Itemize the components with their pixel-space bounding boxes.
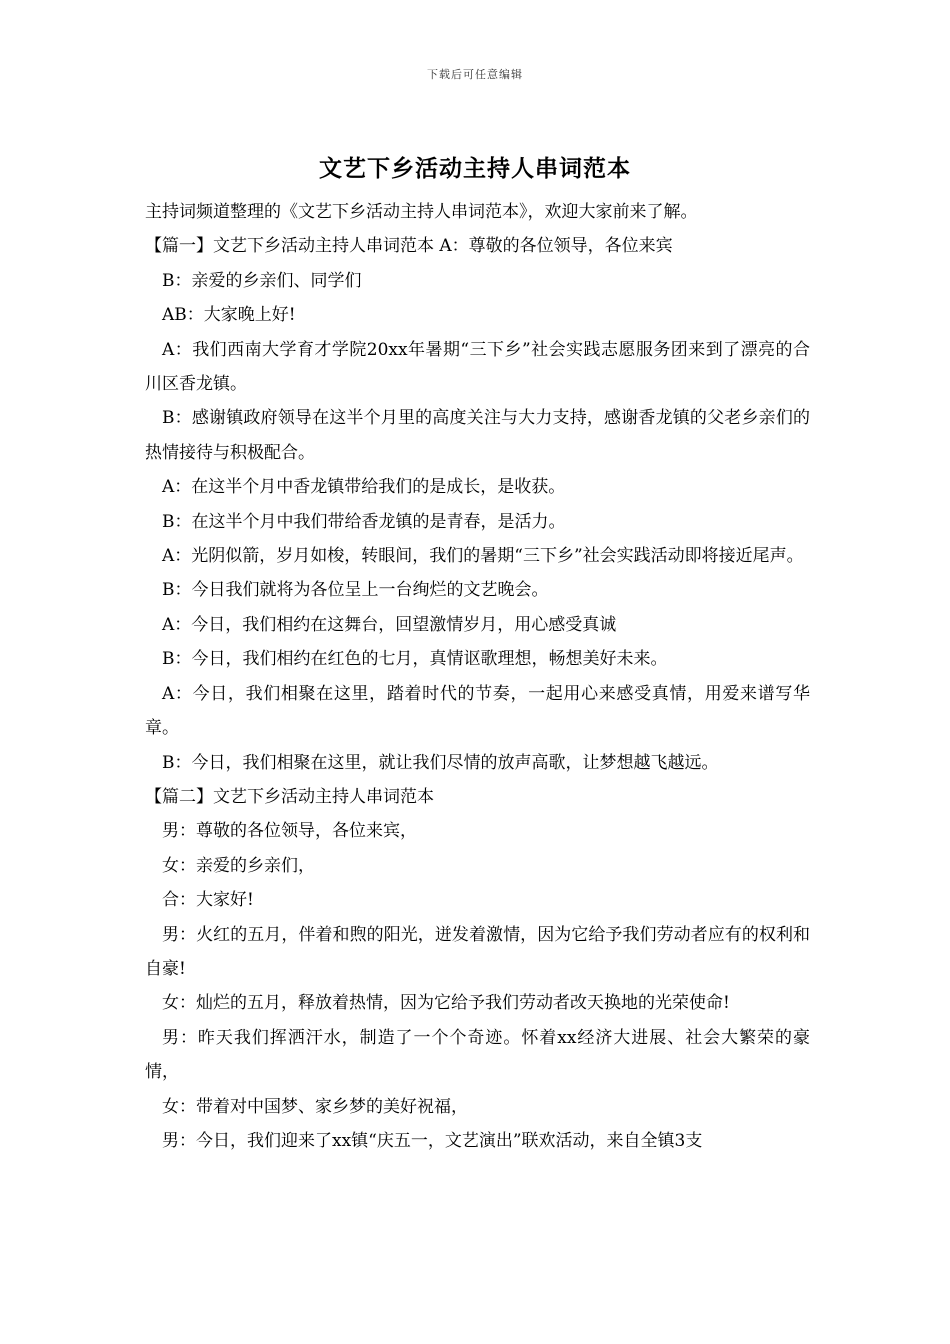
document-paragraph: AB：大家晚上好! bbox=[162, 305, 296, 326]
document-paragraph: B：今日，我们相聚在这里，就让我们尽情的放声高歌，让梦想越飞越远。 bbox=[162, 752, 719, 773]
document-paragraph: B：感谢镇政府领导在这半个月里的高度关注与大力支持，感谢香龙镇的父老乡亲们的热情接待与积极配合。 bbox=[145, 408, 810, 463]
document-title: 文艺下乡活动主持人串词范本 bbox=[319, 155, 631, 182]
document-paragraph: A：光阴似箭，岁月如梭，转眼间，我们的暑期“三下乡”社会实践活动即将接近尾声。 bbox=[162, 546, 804, 567]
document-paragraph: B：在这半个月中我们带给香龙镇的是青春，是活力。 bbox=[162, 511, 566, 532]
page-header-note: 下载后可任意编辑 bbox=[427, 68, 523, 81]
document-paragraph: 男：火红的五月，伴着和煦的阳光，迸发着激情，因为它给予我们劳动者应有的权利和自豪! bbox=[145, 924, 810, 979]
document-paragraph: 合：大家好! bbox=[162, 890, 254, 911]
document-paragraph: 女：灿烂的五月，释放着热情，因为它给予我们劳动者改天换地的光荣使命! bbox=[162, 993, 730, 1014]
document-paragraph: 主持词频道整理的《文艺下乡活动主持人串词范本》，欢迎大家前来了解。 bbox=[145, 202, 698, 222]
document-paragraph: 男：今日，我们迎来了xx镇“庆五一，文艺演出”联欢活动，来自全镇3支 bbox=[162, 1130, 703, 1151]
document-paragraph: 男：尊敬的各位领导，各位来宾， bbox=[162, 821, 417, 842]
document-paragraph: 【篇二】文艺下乡活动主持人串词范本 bbox=[145, 786, 434, 807]
document-paragraph: B：今日我们就将为各位呈上一台绚烂的文艺晚会。 bbox=[162, 580, 549, 601]
document-paragraph: 女：带着对中国梦、家乡梦的美好祝福， bbox=[162, 1096, 468, 1117]
document-paragraph: A：今日，我们相约在这舞台，回望激情岁月，用心感受真诚 bbox=[162, 614, 617, 635]
document-paragraph: A：我们西南大学育才学院20xx年暑期“三下乡”社会实践志愿服务团来到了漂亮的合川区香龙镇。 bbox=[145, 339, 810, 395]
document-paragraph: B：今日，我们相约在红色的七月，真情讴歌理想，畅想美好未来。 bbox=[162, 649, 668, 670]
document-paragraph: 【篇一】文艺下乡活动主持人串词范本 A：尊敬的各位领导，各位来宾 bbox=[145, 236, 673, 257]
document-paragraph: 女：亲爱的乡亲们， bbox=[162, 855, 315, 876]
document-paragraph: 男：昨天我们挥洒汗水，制造了一个个奇迹。怀着xx经济大进展、社会大繁荣的豪情， bbox=[145, 1027, 810, 1083]
document-paragraph: B：亲爱的乡亲们、同学们 bbox=[162, 270, 362, 291]
document-paragraph: A：今日，我们相聚在这里，踏着时代的节奏，一起用心来感受真情，用爱来谱写华章。 bbox=[145, 683, 810, 739]
document-paragraph: A：在这半个月中香龙镇带给我们的是成长，是收获。 bbox=[162, 477, 566, 498]
document-body bbox=[145, 195, 810, 1158]
